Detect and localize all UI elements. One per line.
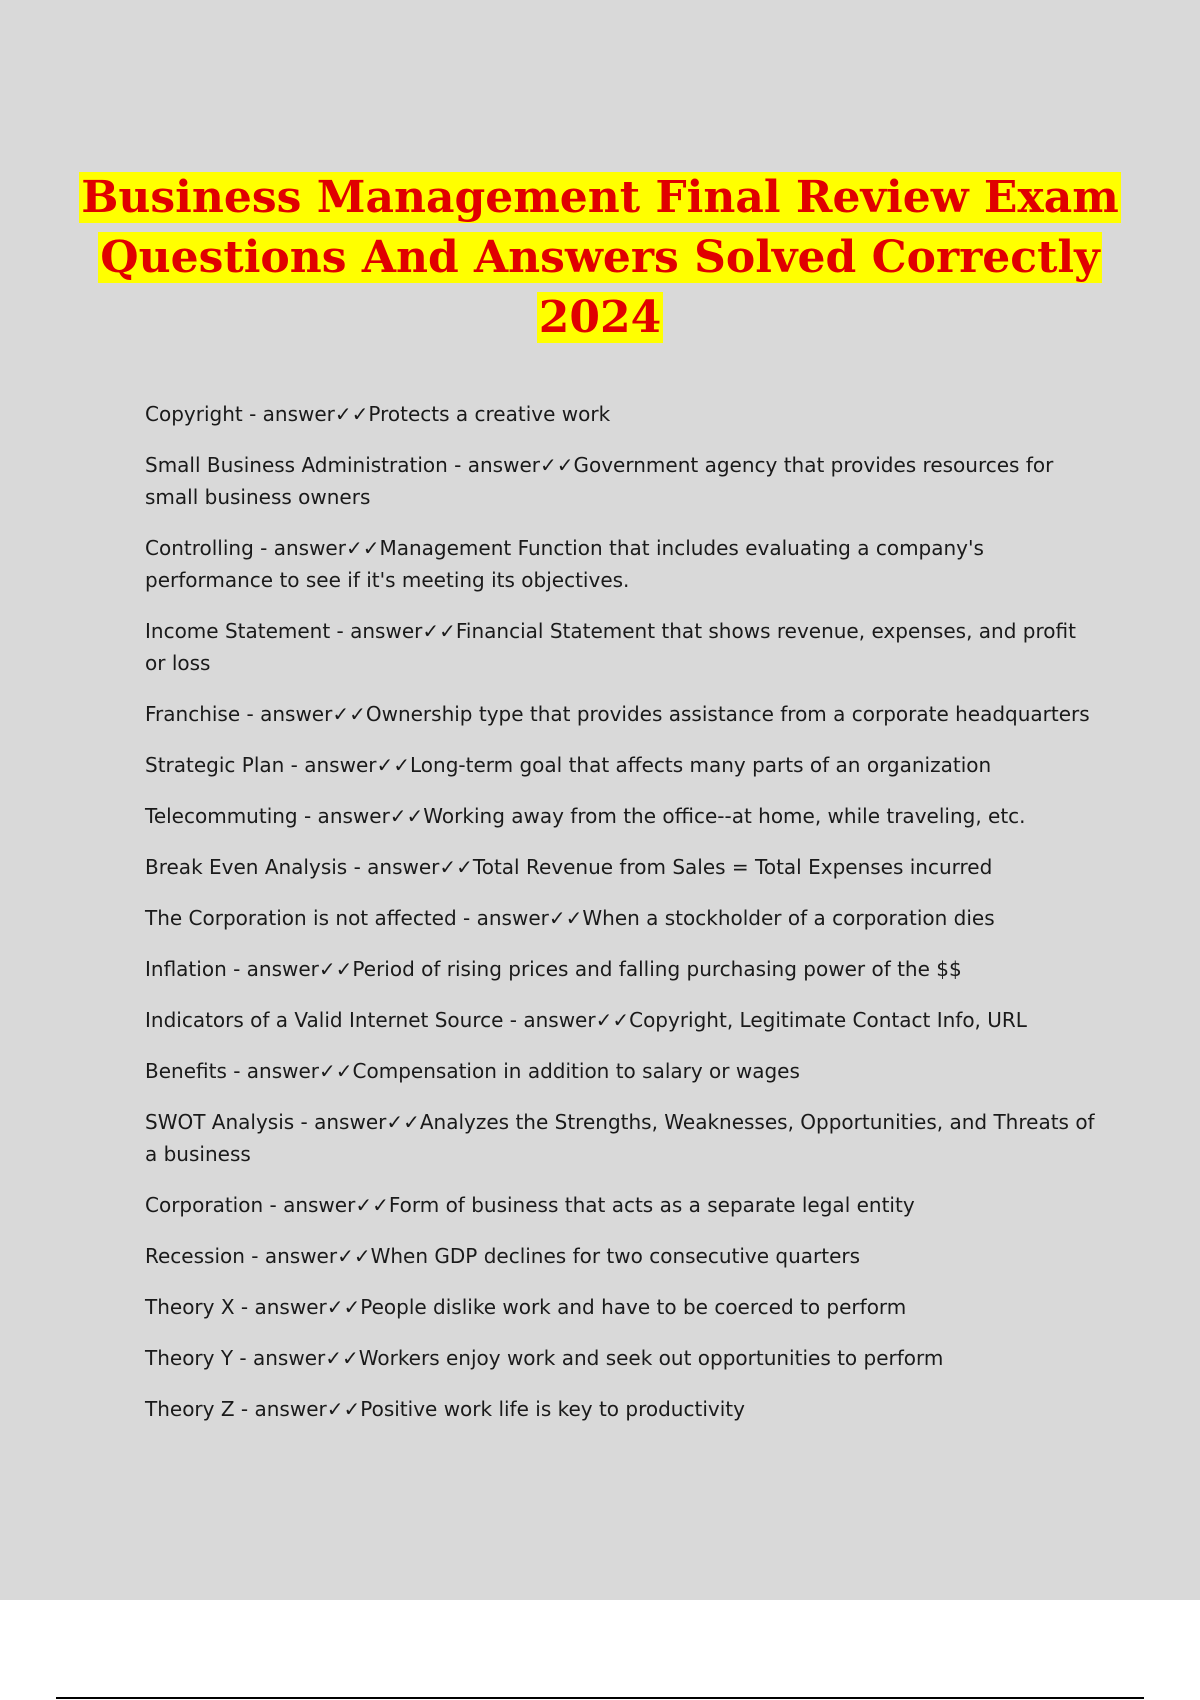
qa-item: Theory Y - answer✓✓Workers enjoy work and seek out opportunities to perform — [145, 1346, 944, 1370]
qa-item: Theory Z - answer✓✓Positive work life is key to productivity — [145, 1397, 745, 1421]
qa-item: Strategic Plan - answer✓✓Long-term goal that affects many parts of an organization — [145, 753, 992, 777]
qa-item: Copyright - answer✓✓Protects a creative work — [145, 402, 611, 426]
qa-item: Telecommuting - answer✓✓Working away from the office--at home, while traveling, etc. — [145, 804, 1026, 828]
title-line: Questions And Answers Solved Correctly — [100, 232, 1100, 283]
qa-item: Benefits - answer✓✓Compensation in addition to salary or wages — [145, 1059, 800, 1083]
footer-divider — [56, 1697, 1144, 1699]
qa-item: Franchise - answer✓✓Ownership type that provides assistance from a corporate headquarters — [145, 702, 1090, 726]
title-line: 2024 — [538, 292, 662, 343]
qa-item: Break Even Analysis - answer✓✓Total Revenue from Sales = Total Expenses incurred — [145, 855, 993, 879]
qa-item: SWOT Analysis - answer✓✓Analyzes the Strengths, Weaknesses, Opportunities, and Threats of a business — [145, 1110, 1095, 1166]
qa-list — [145, 398, 1095, 1444]
title-line: Business Management Final Review Exam — [81, 172, 1119, 223]
qa-item: Income Statement - answer✓✓Financial Statement that shows revenue, expenses, and profit or loss — [145, 619, 1076, 675]
qa-item: The Corporation is not affected - answer✓✓When a stockholder of a corporation dies — [145, 906, 995, 930]
qa-item: Corporation - answer✓✓Form of business that acts as a separate legal entity — [145, 1193, 915, 1217]
qa-item: Theory X - answer✓✓People dislike work and have to be coerced to perform — [145, 1295, 907, 1319]
qa-item: Controlling - answer✓✓Management Function that includes evaluating a company's performance to see if it's meeting its objectives. — [145, 536, 984, 592]
qa-item: Indicators of a Valid Internet Source - answer✓✓Copyright, Legitimate Contact Info, URL — [145, 1008, 1027, 1032]
qa-item: Small Business Administration - answer✓✓Government agency that provides resources for small business owners — [145, 453, 1054, 509]
qa-item: Inflation - answer✓✓Period of rising prices and falling purchasing power of the $$ — [145, 957, 962, 981]
document-title — [0, 168, 1200, 348]
qa-item: Recession - answer✓✓When GDP declines for two consecutive quarters — [145, 1244, 861, 1268]
